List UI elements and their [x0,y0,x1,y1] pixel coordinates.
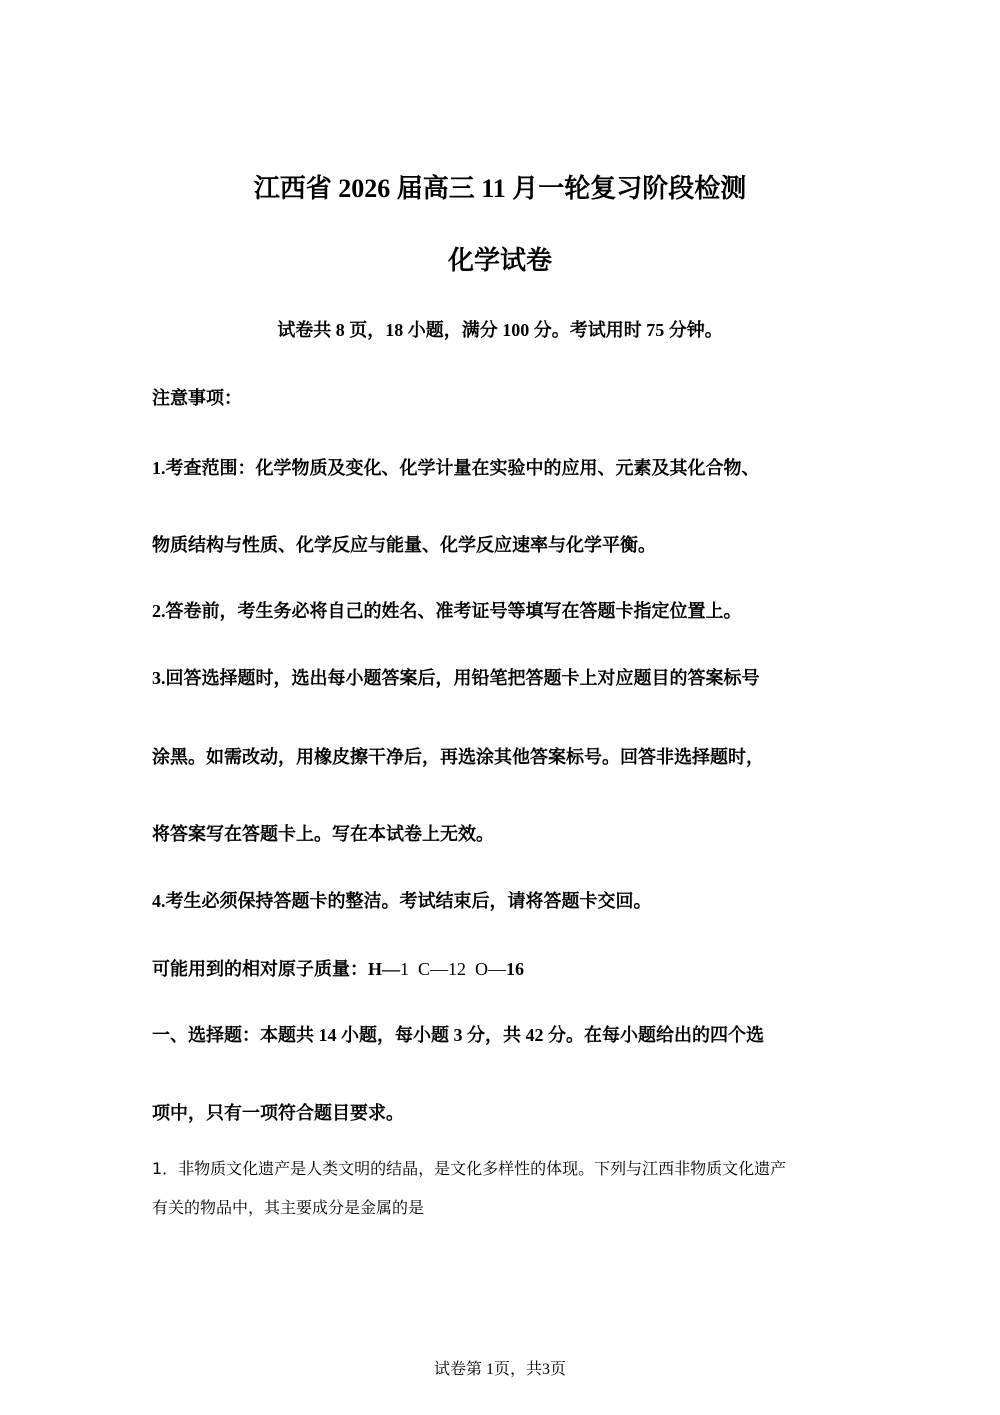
section-1-heading-line-2: 项中，只有一项符合题目要求。 [152,1103,404,1123]
atomic-mass-line [152,955,524,981]
atomic-mass-label: 可能用到的相对原子质量： [152,959,368,979]
atomic-mass-h-value: 1 [400,959,410,979]
exam-subject-title: 化学试卷 [447,246,552,275]
notice-item-4: 4.考生必须保持答题卡的整洁。考试结束后，请将答题卡交回。 [152,891,652,911]
notice-heading: 注意事项： [152,388,242,408]
question-1-stem-line-2: 有关的物品中，其主要成分是金属的是 [152,1198,425,1217]
notice-item-2: 2.答卷前，考生务必将自己的姓名、准考证号等填写在答题卡指定位置上。 [152,601,742,621]
page-footer: 试卷第 1页，共3页 [433,1361,566,1378]
notice-item-3-line-1: 3.回答选择题时，选出每小题答案后，用铅笔把答题卡上对应题目的答案标号 [152,668,760,688]
atomic-mass-o-value: 16 [506,959,525,979]
exam-info: 试卷共 8 页，18 小题，满分 100 分。考试用时 75 分钟。 [277,320,723,340]
section-1-heading-line-1: 一、选择题：本题共 14 小题，每小题 3 分，共 42 分。在每小题给出的四个选 [152,1025,764,1045]
notice-item-1-line-1: 1.考查范围：化学物质及变化、化学计量在实验中的应用、元素及其化合物、 [152,458,760,478]
exam-title: 江西省 2026 届高三 11 月一轮复习阶段检测 [253,174,747,203]
question-1-stem-line-1: 1．非物质文化遗产是人类文明的结晶，是文化多样性的体现。下列与江西非物质文化遗产 [152,1159,787,1178]
notice-item-1-line-2: 物质结构与性质、化学反应与能量、化学反应速率与化学平衡。 [152,535,656,555]
atomic-mass-c: C—12 [418,959,467,979]
atomic-mass-h: H— [368,959,401,979]
atomic-mass-o: O— [475,959,507,979]
notice-item-3-line-2: 涂黑。如需改动，用橡皮擦干净后，再选涂其他答案标号。回答非选择题时， [152,747,764,767]
notice-item-3-line-3: 将答案写在答题卡上。写在本试卷上无效。 [152,824,494,844]
